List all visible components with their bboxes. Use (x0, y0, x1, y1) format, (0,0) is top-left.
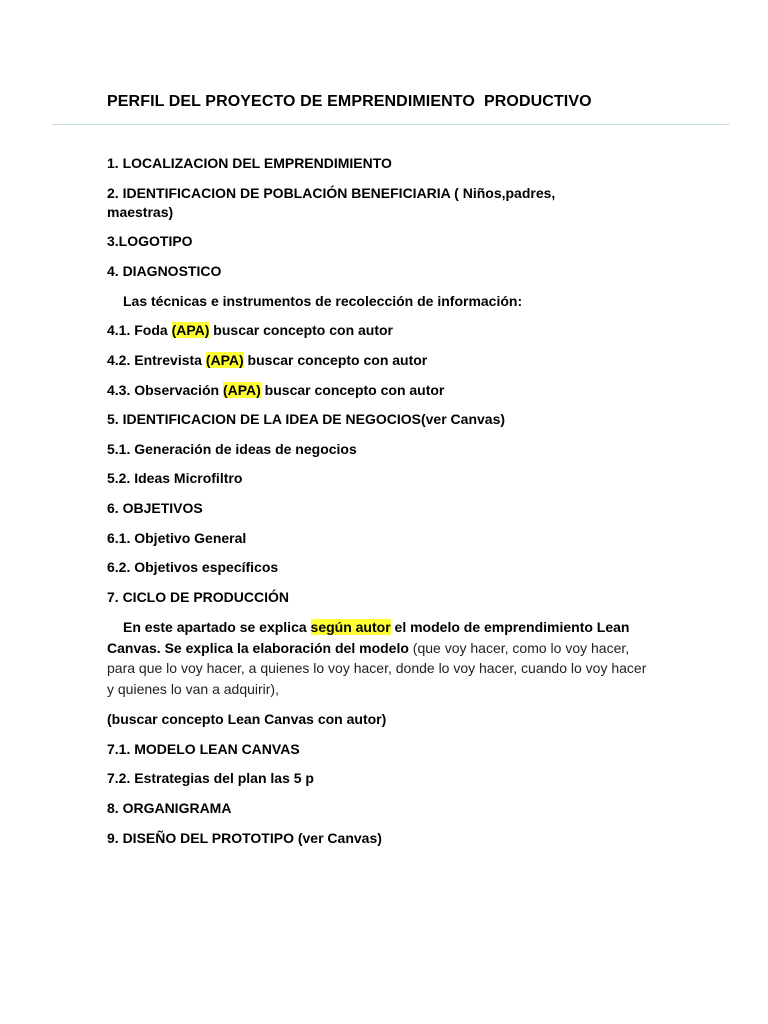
item-2-line-2: maestras) (107, 204, 174, 220)
item-4-2-label: 4.2. Entrevista (107, 352, 206, 368)
item-4-3 (107, 380, 444, 400)
item-3: 3.LOGOTIPO (107, 233, 193, 249)
item-1: 1. LOCALIZACION DEL EMPRENDIMIENTO (107, 155, 392, 171)
page-title: PERFIL DEL PROYECTO DE EMPRENDIMIENTO PRODUCTIVO (107, 93, 592, 110)
item-5: 5. IDENTIFICACION DE LA IDEA DE NEGOCIOS(ver Canvas) (107, 411, 506, 427)
item-7-para-start: En este apartado se explica (123, 619, 311, 635)
item-9: 9. DISEÑO DEL PROTOTIPO (ver Canvas) (107, 830, 382, 846)
item-6: 6. OBJETIVOS (107, 500, 203, 516)
apa-highlight: (APA) (222, 382, 261, 398)
item-8: 8. ORGANIGRAMA (107, 800, 232, 816)
item-6-1: 6.1. Objetivo General (107, 530, 247, 546)
item-7: 7. CICLO DE PRODUCCIÓN (107, 589, 290, 605)
item-4: 4. DIAGNOSTICO (107, 263, 222, 279)
item-6-2: 6.2. Objetivos específicos (107, 559, 279, 575)
item-4-1-text: buscar concepto con autor (209, 322, 394, 338)
segun-autor-highlight: según autor (310, 619, 391, 635)
item-4-intro: Las técnicas e instrumentos de recolección de información: (123, 293, 523, 309)
item-4-2 (107, 350, 427, 370)
item-4-3-text: buscar concepto con autor (260, 382, 445, 398)
item-4-3-label: 4.3. Observación (107, 382, 223, 398)
item-7-paragraph (107, 617, 647, 699)
item-4-1-label: 4.1. Foda (107, 322, 172, 338)
apa-highlight: (APA) (171, 322, 210, 338)
item-7-para-mid: el modelo de emprendimiento Lean Canvas. Se explica la elaboración del modelo (107, 619, 630, 656)
item-7-2: 7.2. Estrategias del plan las 5 p (107, 770, 314, 786)
item-7-note: (buscar concepto Lean Canvas con autor) (107, 711, 387, 727)
item-4-1 (107, 320, 393, 340)
item-7-para-end: (que voy hacer, como lo voy hacer, para que lo voy hacer, a quienes lo voy hacer, donde lo voy hacer, cuando lo voy hacer y quienes lo van a adquirir), (107, 639, 647, 697)
item-4-2-text: buscar concepto con autor (243, 352, 428, 368)
item-5-2: 5.2. Ideas Microfiltro (107, 470, 243, 486)
title-divider (52, 124, 730, 125)
apa-highlight: (APA) (205, 352, 244, 368)
item-2-line-1: 2. IDENTIFICACION DE POBLACIÓN BENEFICIARIA ( Niños,padres, (107, 185, 556, 201)
item-7-1: 7.1. MODELO LEAN CANVAS (107, 741, 300, 757)
item-5-1: 5.1. Generación de ideas de negocios (107, 441, 357, 457)
